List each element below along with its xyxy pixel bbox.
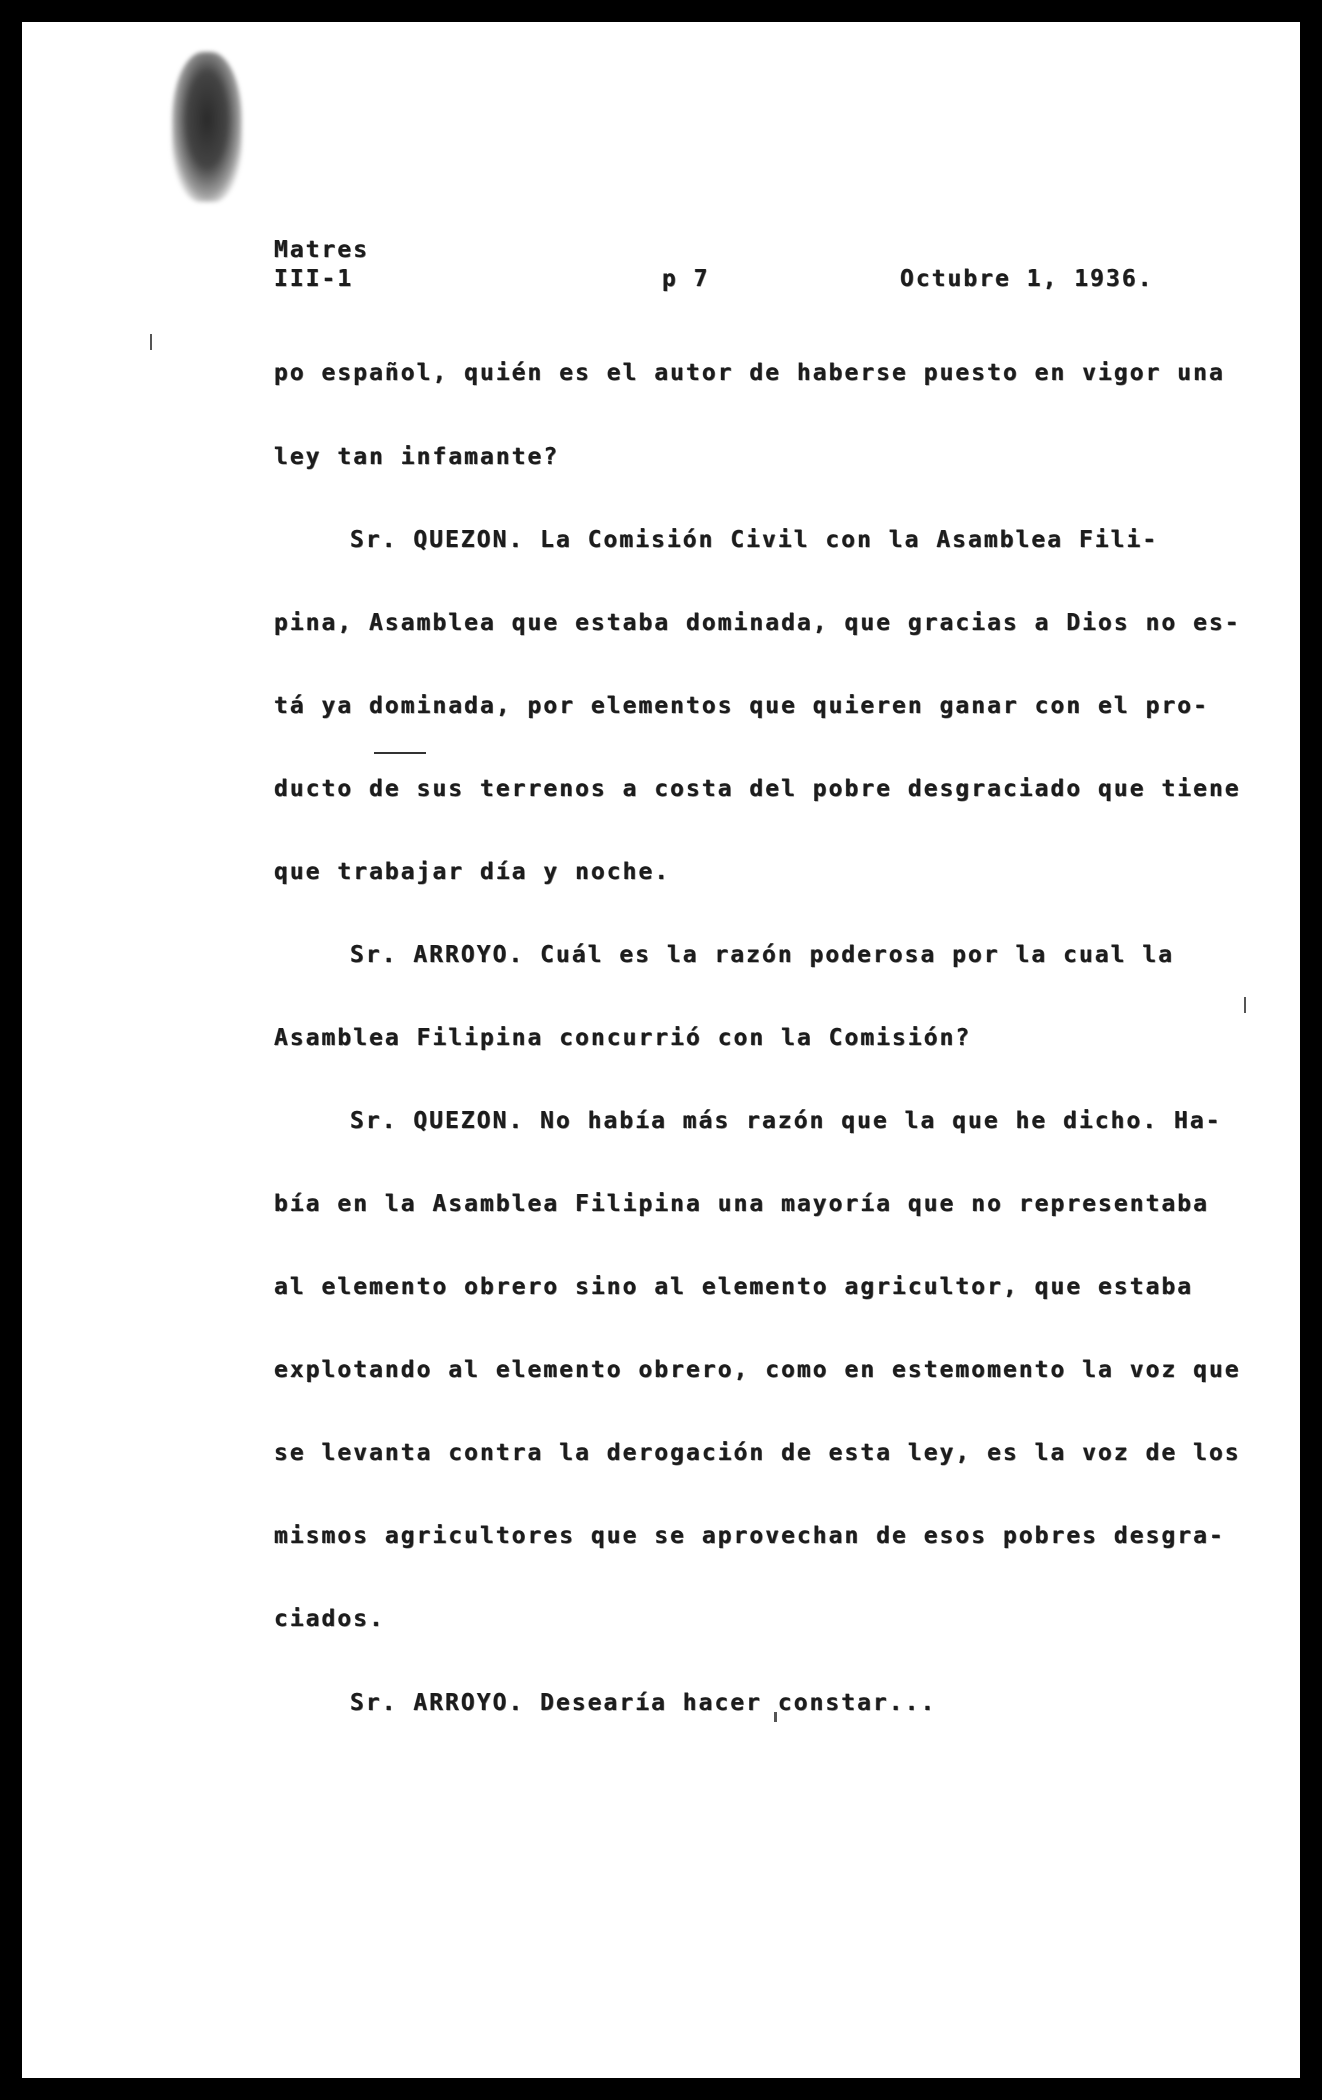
strike-mark xyxy=(374,752,426,754)
text-line: Sr. QUEZON. La Comisión Civil con la Asamblea Fili- xyxy=(350,527,1159,553)
text-line: Asamblea Filipina concurrió con la Comisión? xyxy=(274,1025,972,1051)
text-line: po español, quién es el autor de haberse puesto en vigor una xyxy=(274,360,1225,386)
document-page xyxy=(22,22,1300,2078)
text-line: Sr. QUEZON. No había más razón que la que he dicho. Ha- xyxy=(350,1108,1222,1134)
text-line: Sr. ARROYO. Desearía hacer constar... xyxy=(350,1690,937,1716)
text-line: Sr. ARROYO. Cuál es la razón poderosa por la cual la xyxy=(350,942,1175,968)
header-name: Matres xyxy=(274,237,370,263)
speck-mark xyxy=(150,334,152,350)
speck-mark xyxy=(1244,997,1246,1013)
text-line: tá ya dominada, por elementos que quieren ganar con el pro- xyxy=(274,693,1209,719)
text-line: pina, Asamblea que estaba dominada, que gracias a Dios no es- xyxy=(274,610,1241,636)
text-line: al elemento obrero sino al elemento agricultor, que estaba xyxy=(274,1274,1194,1300)
text-line: se levanta contra la derogación de esta ley, es la voz de los xyxy=(274,1440,1241,1466)
text-line: bía en la Asamblea Filipina una mayoría que no representaba xyxy=(274,1191,1209,1217)
text-line: ciados. xyxy=(274,1606,385,1632)
text-line: explotando al elemento obrero, como en estemomento la voz que xyxy=(274,1357,1241,1383)
ink-smudge xyxy=(172,52,242,202)
header-code: III-1 xyxy=(274,266,354,292)
text-line: ducto de sus terrenos a costa del pobre desgraciado que tiene xyxy=(274,776,1241,802)
text-line: que trabajar día y noche. xyxy=(274,859,671,885)
text-line: mismos agricultores que se aprovechan de esos pobres desgra- xyxy=(274,1523,1225,1549)
page-number: p 7 xyxy=(662,266,710,292)
text-line: ley tan infamante? xyxy=(274,444,560,470)
header-date: Octubre 1, 1936. xyxy=(900,266,1154,292)
